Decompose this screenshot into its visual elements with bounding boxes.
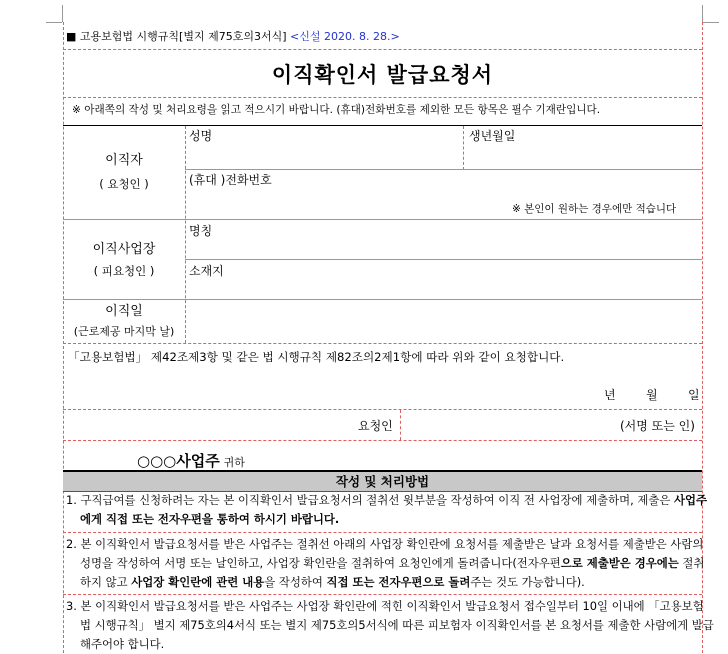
row-line-applicant: [63, 219, 702, 220]
marker-glyph: ■: [66, 30, 77, 43]
instruction-2-number: 2.: [66, 537, 77, 551]
instruction-item-2: [66, 535, 714, 592]
grid-col-requester: [400, 410, 401, 440]
phone-field-label: (휴대 )전화번호: [189, 173, 272, 187]
grid-row-date: [63, 409, 702, 410]
applicant-label: 이직자: [105, 153, 143, 168]
grid-row-title: [63, 97, 702, 98]
new-label: <신설 2020. 8. 28.>: [290, 30, 400, 43]
instruction-2-text-a: 본 이직확인서 발급요청서를 받은 사업주는 절취선 아래의 사업장 확인란에 요청서를 제출받은 날과 요청서를 제출받은 사람의 성명을 작성하여 서명 또는 날인하고, 사업장 확인란을 절취하여 요청인에게 돌려줍니다(전자우편: [80, 537, 704, 570]
instruction-3-text: 본 이직확인서 발급요청서를 받은 사업주는 사업장 확인란에 적힌 이직확인서 발급요청서 접수일부터 10일 이내에 「고용보험법 시행규칙」 별지 제75호의4서식 또는 별지 제75호의5서식에 따른 피보험자 이직확인서를 본 요청서를 제출한 사람에게 발급해주어야 합니다.: [80, 599, 714, 651]
instruction-2-bold-c: 직접 또는 전자우편으로 돌려: [326, 575, 471, 589]
grid-row-requester: [63, 440, 702, 441]
instruction-item-1: [66, 491, 714, 529]
instructions-heading: 작성 및 처리방법: [335, 474, 430, 489]
instruction-2-bold-b: 사업장 확인란에 관련 내용: [131, 575, 265, 589]
page-title: 이직확인서 발급요청서: [271, 63, 494, 87]
crop-mark-top-right-v: [702, 5, 703, 22]
table-top-border: [63, 125, 702, 126]
signature-label: (서명 또는 인): [620, 419, 695, 433]
addressee-name: ○○○사업주: [137, 452, 220, 470]
leave-date-label: 이직일: [105, 304, 143, 319]
company-name-label: 명칭: [189, 224, 213, 238]
name-field-label: 성명: [189, 129, 213, 143]
row-line-name: [185, 169, 702, 170]
instruction-2-text-b: 절취하지 않고: [80, 556, 705, 589]
addressee: [137, 452, 245, 470]
instruction-1-number: 1.: [66, 493, 77, 507]
company-address-label: 소재지: [189, 264, 224, 278]
company-label: 이직사업장: [92, 242, 156, 257]
instruction-1-bold: 사업주에게 직접 또는 전자우편을 통하여 하시기 바랍니다.: [80, 493, 707, 526]
phone-note: ※ 본인이 원하는 경우에만 적습니다: [512, 203, 677, 215]
regulation-text: 고용보험법 시행규칙[별지 제75호의3서식]: [79, 30, 287, 43]
requester-label: 요청인: [358, 419, 393, 433]
grid-row-item2: [63, 532, 702, 533]
grid-col-birth: [463, 126, 464, 170]
instruction-2-text-d: 주는 것도 가능합니다).: [470, 575, 585, 589]
statement-text: 「고용보험법」 제42조제3항 및 같은 법 시행규칙 제82조의2제1항에 따라 위와 같이 요청합니다.: [68, 350, 565, 364]
applicant-sublabel: ( 요청인 ): [99, 177, 149, 191]
instruction-2-bold-a: 으로 제출받은 경우에는: [560, 556, 679, 570]
crop-mark-top-left: [46, 22, 62, 23]
date-year: 년: [604, 388, 616, 402]
notice-text: ※ 아래쪽의 작성 및 처리요령을 읽고 적으시기 바랍니다. (휴대)전화번호를 제외한 모든 항목은 필수 기재란입니다.: [72, 104, 601, 116]
date-day: 일: [688, 388, 700, 402]
addressee-suffix: 귀하: [223, 456, 245, 469]
grid-row-statement: [63, 343, 702, 344]
birth-field-label: 생년월일: [469, 129, 516, 143]
leave-date-sublabel: (근로제공 마지막 날): [73, 325, 175, 338]
date-month: 월: [646, 388, 658, 402]
crop-mark-top-right: [703, 22, 719, 23]
regulation-line: [66, 30, 400, 43]
crop-mark-top-left-v: [62, 5, 63, 22]
grid-row-item3: [63, 594, 702, 595]
instruction-item-3: [66, 597, 714, 654]
grid-row-header: [63, 49, 702, 50]
instruction-1-text: 구직급여를 신청하려는 자는 본 이직확인서 발급요청서의 절취선 윗부분을 작성하여 이직 전 사업장에 제출하며, 제출은: [80, 493, 674, 507]
row-line-company-name: [185, 259, 702, 260]
grid-col-label: [185, 126, 186, 343]
instruction-3-number: 3.: [66, 599, 77, 613]
row-line-company: [63, 299, 702, 300]
instruction-2-text-c: 을 작성하여: [264, 575, 327, 589]
company-sublabel: ( 피요청인 ): [93, 264, 155, 278]
